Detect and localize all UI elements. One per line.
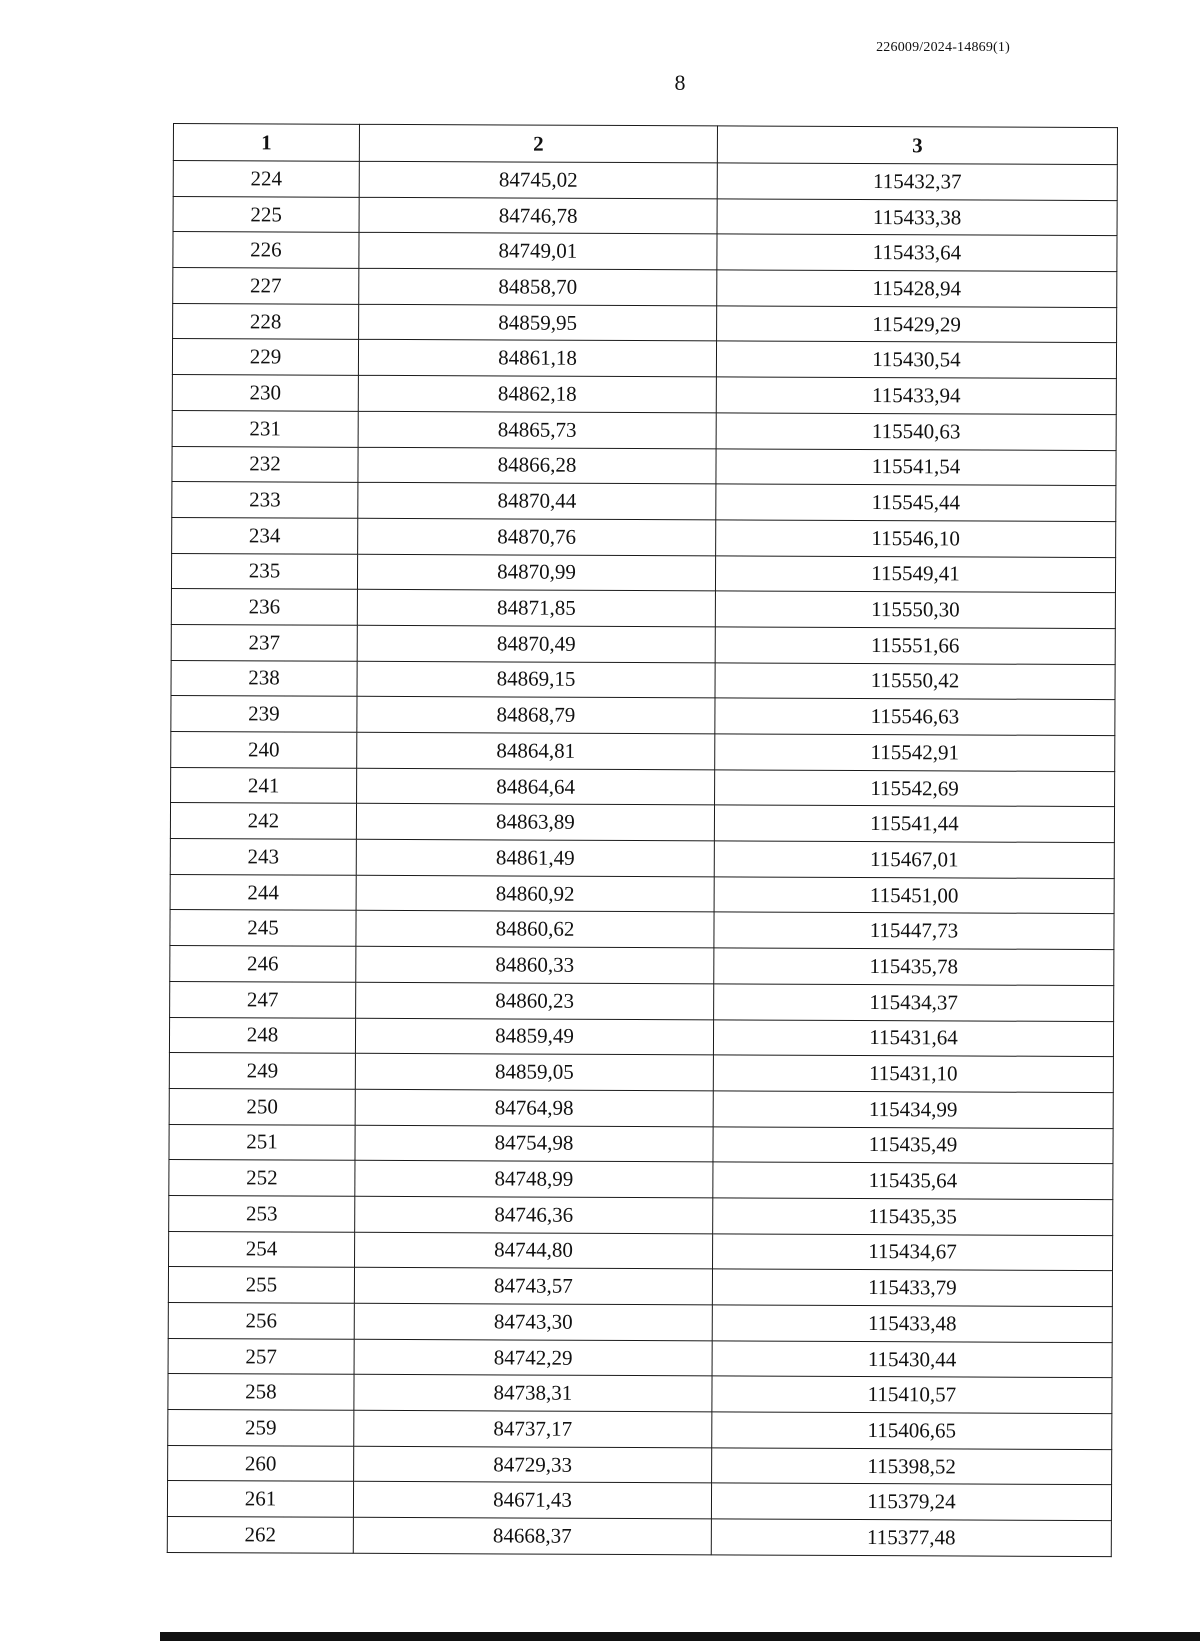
x-coordinate-cell: 84749,01	[359, 233, 717, 270]
point-number-cell: 224	[173, 161, 359, 197]
point-number-cell: 230	[172, 375, 358, 411]
table-row	[171, 624, 1115, 664]
point-number-cell: 260	[168, 1445, 354, 1481]
y-coordinate-cell: 115429,29	[717, 306, 1117, 343]
x-coordinate-cell: 84868,79	[357, 697, 715, 734]
y-coordinate-cell: 115410,57	[712, 1376, 1112, 1413]
x-coordinate-cell: 84748,99	[355, 1161, 713, 1198]
x-coordinate-cell: 84865,73	[358, 411, 716, 448]
table-row	[168, 1445, 1112, 1485]
table-row	[172, 410, 1116, 450]
y-coordinate-cell: 115551,66	[715, 627, 1115, 664]
point-number-cell: 241	[171, 767, 357, 803]
y-coordinate-cell: 115447,73	[714, 912, 1114, 949]
point-number-cell: 262	[167, 1517, 353, 1553]
y-coordinate-cell: 115433,64	[717, 234, 1117, 271]
y-coordinate-cell: 115432,37	[717, 163, 1117, 200]
point-number-cell: 251	[169, 1124, 355, 1160]
table-header	[173, 124, 1117, 165]
x-coordinate-cell: 84870,44	[358, 482, 716, 519]
table-row	[169, 1231, 1113, 1271]
y-coordinate-cell: 115433,79	[712, 1269, 1112, 1306]
point-number-cell: 242	[170, 803, 356, 839]
point-number-cell: 238	[171, 660, 357, 696]
table-row	[170, 874, 1114, 914]
table-row	[168, 1302, 1112, 1342]
table-row	[167, 1481, 1111, 1521]
x-coordinate-cell: 84862,18	[358, 375, 716, 412]
point-number-cell: 261	[167, 1481, 353, 1517]
x-coordinate-cell: 84742,29	[354, 1339, 712, 1376]
x-coordinate-cell: 84744,80	[355, 1232, 713, 1269]
x-coordinate-cell: 84860,23	[356, 982, 714, 1019]
point-number-cell: 237	[171, 624, 357, 660]
table-row	[171, 696, 1115, 736]
x-coordinate-cell: 84743,30	[354, 1303, 712, 1340]
table-row	[168, 1374, 1112, 1414]
y-coordinate-cell: 115398,52	[712, 1448, 1112, 1485]
y-coordinate-cell: 115430,44	[712, 1341, 1112, 1378]
y-coordinate-cell: 115435,35	[713, 1198, 1113, 1235]
x-coordinate-cell: 84860,33	[356, 946, 714, 983]
y-coordinate-cell: 115406,65	[712, 1412, 1112, 1449]
table-row	[172, 339, 1116, 379]
table-row	[173, 196, 1117, 236]
table-row	[172, 375, 1116, 415]
y-coordinate-cell: 115467,01	[714, 841, 1114, 878]
point-number-cell: 246	[170, 946, 356, 982]
y-coordinate-cell: 115546,10	[716, 520, 1116, 557]
point-number-cell: 234	[172, 517, 358, 553]
y-coordinate-cell: 115379,24	[711, 1483, 1111, 1520]
x-coordinate-cell: 84870,99	[357, 554, 715, 591]
x-coordinate-cell: 84754,98	[355, 1125, 713, 1162]
x-coordinate-cell: 84764,98	[355, 1089, 713, 1126]
point-number-cell: 255	[168, 1267, 354, 1303]
table-row	[172, 517, 1116, 557]
point-number-cell: 252	[169, 1160, 355, 1196]
y-coordinate-cell: 115433,48	[712, 1305, 1112, 1342]
table-row	[170, 803, 1114, 843]
point-number-cell: 256	[168, 1302, 354, 1338]
point-number-cell: 240	[171, 731, 357, 767]
table-row	[170, 981, 1114, 1021]
x-coordinate-cell: 84861,18	[358, 340, 716, 377]
table-row	[172, 482, 1116, 522]
x-coordinate-cell: 84859,95	[359, 304, 717, 341]
x-coordinate-cell: 84860,62	[356, 911, 714, 948]
page-number: 8	[674, 70, 686, 95]
point-number-cell: 253	[169, 1195, 355, 1231]
column-header-3: 3	[717, 126, 1117, 165]
y-coordinate-cell: 115435,49	[713, 1126, 1113, 1163]
y-coordinate-cell: 115435,64	[713, 1162, 1113, 1199]
y-coordinate-cell: 115542,91	[715, 734, 1115, 771]
y-coordinate-cell: 115431,64	[713, 1019, 1113, 1056]
table-body	[167, 161, 1117, 1557]
table-row	[170, 946, 1114, 986]
point-number-cell: 244	[170, 874, 356, 910]
point-number-cell: 227	[173, 268, 359, 304]
x-coordinate-cell: 84858,70	[359, 268, 717, 305]
y-coordinate-cell: 115431,10	[713, 1055, 1113, 1092]
point-number-cell: 226	[173, 232, 359, 268]
column-header-2: 2	[359, 124, 717, 163]
table-row	[171, 660, 1115, 700]
point-number-cell: 233	[172, 482, 358, 518]
point-number-cell: 258	[168, 1374, 354, 1410]
table-row	[173, 268, 1117, 308]
x-coordinate-cell: 84871,85	[357, 590, 715, 627]
y-coordinate-cell: 115433,38	[717, 199, 1117, 236]
x-coordinate-cell: 84866,28	[358, 447, 716, 484]
x-coordinate-cell: 84746,78	[359, 197, 717, 234]
point-number-cell: 228	[173, 303, 359, 339]
point-number-cell: 239	[171, 696, 357, 732]
x-coordinate-cell: 84869,15	[357, 661, 715, 698]
x-coordinate-cell: 84743,57	[354, 1268, 712, 1305]
table-row	[171, 553, 1115, 593]
table-row	[168, 1267, 1112, 1307]
point-number-cell: 232	[172, 446, 358, 482]
point-number-cell: 259	[168, 1410, 354, 1446]
point-number-cell: 247	[170, 981, 356, 1017]
y-coordinate-cell: 115434,99	[713, 1091, 1113, 1128]
point-number-cell: 250	[169, 1088, 355, 1124]
y-coordinate-cell: 115451,00	[714, 877, 1114, 914]
point-number-cell: 236	[171, 589, 357, 625]
table-row	[170, 910, 1114, 950]
x-coordinate-cell: 84745,02	[359, 161, 717, 198]
document-reference-number: 226009/2024-14869(1)	[876, 40, 1010, 55]
y-coordinate-cell: 115430,54	[716, 341, 1116, 378]
y-coordinate-cell: 115377,48	[711, 1519, 1111, 1556]
point-number-cell: 231	[172, 410, 358, 446]
x-coordinate-cell: 84729,33	[354, 1446, 712, 1483]
point-number-cell: 254	[169, 1231, 355, 1267]
x-coordinate-cell: 84863,89	[356, 804, 714, 841]
table-header-row	[173, 124, 1117, 165]
y-coordinate-cell: 115541,54	[716, 448, 1116, 485]
table-row	[172, 446, 1116, 486]
x-coordinate-cell: 84859,05	[355, 1053, 713, 1090]
table-row	[169, 1088, 1113, 1128]
y-coordinate-cell: 115435,78	[714, 948, 1114, 985]
coordinates-table	[167, 123, 1118, 1557]
point-number-cell: 257	[168, 1338, 354, 1374]
x-coordinate-cell: 84668,37	[353, 1517, 711, 1554]
scan-edge-bar	[160, 1632, 1200, 1641]
point-number-cell: 249	[169, 1053, 355, 1089]
x-coordinate-cell: 84864,64	[357, 768, 715, 805]
y-coordinate-cell: 115542,69	[715, 770, 1115, 807]
y-coordinate-cell: 115428,94	[717, 270, 1117, 307]
x-coordinate-cell: 84861,49	[356, 839, 714, 876]
x-coordinate-cell: 84671,43	[353, 1482, 711, 1519]
y-coordinate-cell: 115541,44	[714, 805, 1114, 842]
x-coordinate-cell: 84738,31	[354, 1375, 712, 1412]
y-coordinate-cell: 115433,94	[716, 377, 1116, 414]
point-number-cell: 245	[170, 910, 356, 946]
y-coordinate-cell: 115434,37	[714, 984, 1114, 1021]
x-coordinate-cell: 84860,92	[356, 875, 714, 912]
point-number-cell: 225	[173, 196, 359, 232]
table-row	[168, 1410, 1112, 1450]
point-number-cell: 248	[169, 1017, 355, 1053]
table-row	[173, 303, 1117, 343]
table-row	[171, 589, 1115, 629]
point-number-cell: 229	[172, 339, 358, 375]
y-coordinate-cell: 115546,63	[715, 698, 1115, 735]
x-coordinate-cell: 84870,49	[357, 625, 715, 662]
y-coordinate-cell: 115550,30	[715, 591, 1115, 628]
x-coordinate-cell: 84746,36	[355, 1196, 713, 1233]
x-coordinate-cell: 84870,76	[358, 518, 716, 555]
y-coordinate-cell: 115549,41	[715, 555, 1115, 592]
table-row	[173, 232, 1117, 272]
x-coordinate-cell: 84737,17	[354, 1410, 712, 1447]
y-coordinate-cell: 115540,63	[716, 413, 1116, 450]
table-row	[169, 1017, 1113, 1057]
table-row	[169, 1195, 1113, 1235]
table-row	[170, 839, 1114, 879]
y-coordinate-cell: 115550,42	[715, 662, 1115, 699]
table-row	[171, 767, 1115, 807]
x-coordinate-cell: 84864,81	[357, 732, 715, 769]
point-number-cell: 235	[171, 553, 357, 589]
point-number-cell: 243	[170, 839, 356, 875]
column-header-1: 1	[173, 124, 359, 162]
table-row	[167, 1517, 1111, 1557]
table-row	[168, 1338, 1112, 1378]
table-row	[171, 731, 1115, 771]
y-coordinate-cell: 115545,44	[716, 484, 1116, 521]
y-coordinate-cell: 115434,67	[713, 1233, 1113, 1270]
table-row	[173, 161, 1117, 201]
table-row	[169, 1053, 1113, 1093]
table-row	[169, 1160, 1113, 1200]
x-coordinate-cell: 84859,49	[355, 1018, 713, 1055]
table-row	[169, 1124, 1113, 1164]
